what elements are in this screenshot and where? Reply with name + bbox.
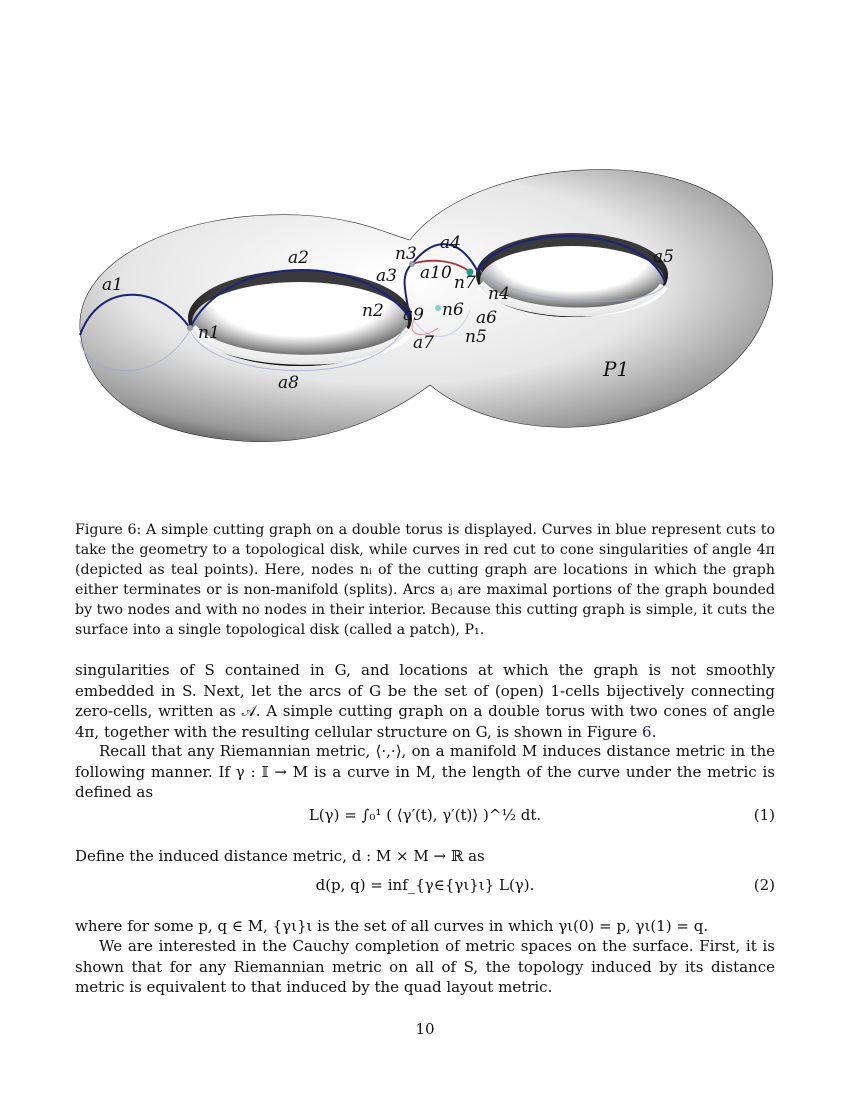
label-a3: a3	[376, 266, 397, 286]
node-n6	[435, 305, 441, 311]
node-n1	[187, 325, 193, 331]
label-n4: n4	[488, 284, 510, 304]
label-a7: a7	[413, 333, 434, 353]
paragraph-3: Define the induced distance metric, d : M × M → ℝ as	[75, 847, 485, 865]
label-n7: n7	[454, 273, 476, 293]
label-n2: n2	[362, 301, 384, 321]
torus-body	[80, 170, 773, 442]
equation-2-body: d(p, q) = inf_{γ∈{γι}ι} L(γ).	[315, 876, 535, 894]
paragraph-1: singularities of S contained in G, and locations at which the graph is not smoothly embedded in S. Next, let the arcs of G be the set of (open) 1-cells bijectively connecting zero-cells, written as 𝒜. A simple cutting graph on a double torus with two cones of angle 4π, together with the resulting cellular structure on G, is shown in Figure 6.	[75, 661, 775, 741]
double-torus-figure	[60, 140, 790, 470]
equation-2-number: (2)	[753, 876, 775, 894]
equation-2	[75, 876, 775, 910]
label-a6: a6	[476, 308, 497, 328]
figure-caption: Figure 6: A simple cutting graph on a double torus is displayed. Curves in blue represent cuts to take the geometry to a topological disk, while curves in red cut to cone singularities of angle 4π (depicted as teal points). Here, nodes nᵢ of the cutting graph are locations in which the graph either terminates or is non-manifold (splits). Arcs aⱼ are maximal portions of the graph bounded by two nodes and with no nodes in their interior. Because this cutting graph is simple, it cuts the surface into a single topological disk (called a patch), P₁.	[75, 522, 775, 638]
page-number: 10	[415, 1020, 435, 1038]
label-n3: n3	[395, 244, 417, 264]
label-a10: a10	[420, 263, 452, 283]
label-a1: a1	[102, 275, 123, 295]
right-hole	[476, 233, 668, 317]
label-a2: a2	[288, 248, 309, 268]
paragraph-4: where for some p, q ∈ M, {γι}ι is the set of all curves in which γι(0) = p, γι(1) = q.	[75, 917, 709, 935]
equation-1	[75, 806, 775, 840]
label-a4: a4	[440, 233, 461, 253]
label-P1: P1	[603, 357, 630, 381]
figure-6-link[interactable]: 6	[642, 722, 652, 741]
label-n5: n5	[465, 327, 487, 347]
equation-1-body: L(γ) = ∫₀¹ ( ⟨γ′(t), γ′(t)⟩ )^½ dt.	[308, 806, 542, 824]
label-a8: a8	[278, 373, 299, 393]
double-torus-svg	[60, 140, 790, 470]
label-a5: a5	[653, 247, 674, 267]
equation-1-number: (1)	[753, 806, 775, 824]
label-a9: a9	[403, 305, 424, 325]
paragraph-2: Recall that any Riemannian metric, ⟨·,·⟩, on a manifold M induces distance metric in the following manner. If γ : 𝕀 → M is a curve in M, the length of the curve under the metric is defined as	[75, 742, 775, 801]
label-n1: n1	[198, 323, 220, 343]
label-n6: n6	[442, 300, 464, 320]
paragraph-5: We are interested in the Cauchy completion of metric spaces on the surface. First, it is shown that for any Riemannian metric on all of S, the topology induced by its distance metric is equivalent to that induced by the quad layout metric.	[75, 937, 775, 996]
